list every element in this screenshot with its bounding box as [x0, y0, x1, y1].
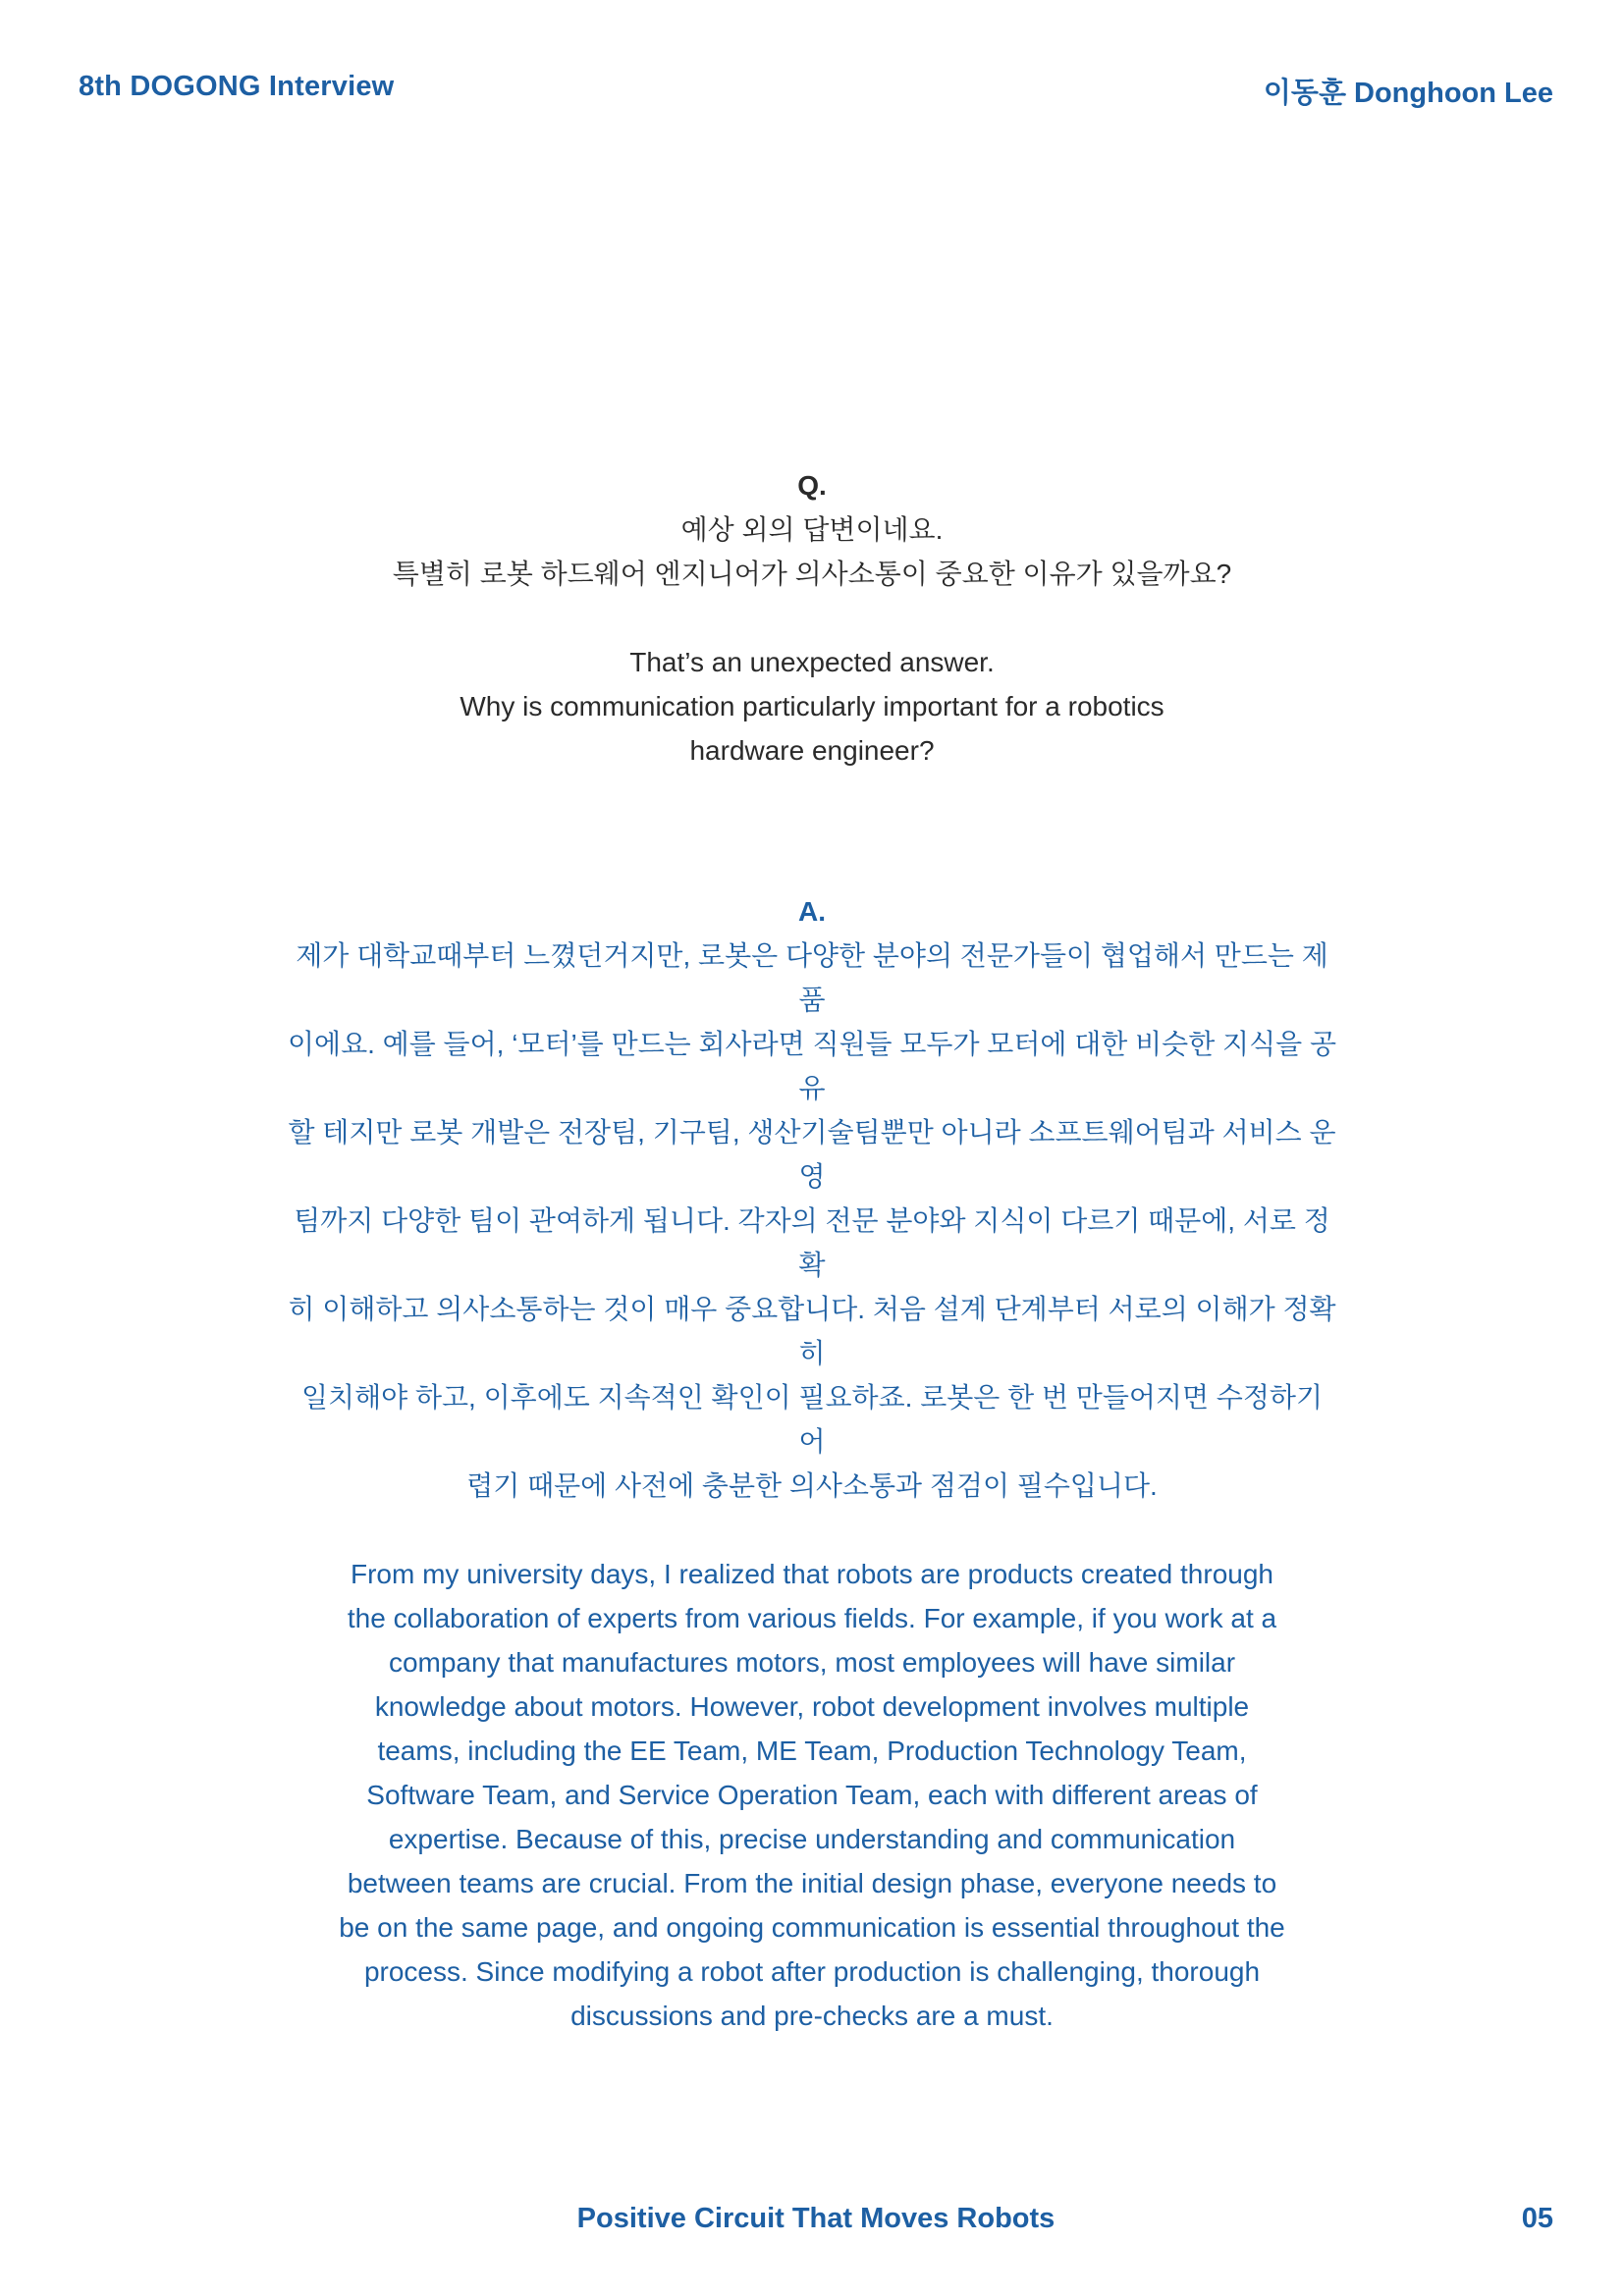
answer-korean-line: 할 테지만 로봇 개발은 전장팀, 기구팀, 생산기술팀뿐만 아니라 소프트웨어팀과 서비스 운영 — [288, 1117, 1336, 1192]
answer-korean-line: 이에요. 예를 들어, ‘모터’를 만드는 회사라면 직원들 모두가 모터에 대한 비슷한 지식을 공유 — [287, 1029, 1337, 1103]
answer-block — [285, 889, 1339, 2038]
paragraph-gap — [295, 596, 1329, 640]
answer-korean-line: 일치해야 하고, 이후에도 지속적인 확인이 필요하죠. 로봇은 한 번 만들어지면 수정하기 어 — [300, 1382, 1324, 1457]
answer-english-line: Software Team, and Service Operation Team, each with different areas of — [366, 1780, 1258, 1810]
answer-english-line: teams, including the EE Team, ME Team, Production Technology Team, — [377, 1735, 1247, 1766]
question-block — [295, 463, 1329, 773]
header-interview-title: 8th DOGONG Interview — [79, 71, 395, 102]
answer-english-line: knowledge about motors. However, robot development involves multiple — [374, 1691, 1250, 1722]
question-marker: Q. — [797, 470, 827, 501]
question-english-line: That’s an unexpected answer. — [629, 647, 995, 677]
paragraph-gap — [285, 1508, 1339, 1552]
answer-english-line: be on the same page, and ongoing communication is essential throughout the — [339, 1912, 1285, 1943]
answer-english-line: the collaboration of experts from various fields. For example, if you work at a — [347, 1603, 1277, 1633]
answer-korean-line: 제가 대학교때부터 느꼈던거지만, 로봇은 다양한 분야의 전문가들이 협업해서 만드는 제품 — [296, 940, 1328, 1015]
answer-korean-line: 히 이해하고 의사소통하는 것이 매우 중요합니다. 처음 설계 단계부터 서로의 이해가 정확히 — [288, 1294, 1336, 1368]
answer-english-line: expertise. Because of this, precise understanding and communication — [388, 1824, 1236, 1854]
answer-english-line: discussions and pre-checks are a must. — [570, 2001, 1054, 2031]
question-english-line: Why is communication particularly important for a robotics — [460, 691, 1164, 721]
answer-korean-line: 팀까지 다양한 팀이 관여하게 됩니다. 각자의 전문 분야와 지식이 다르기 때문에, 서로 정확 — [294, 1205, 1330, 1280]
question-english-line: hardware engineer? — [689, 735, 935, 766]
answer-marker: A. — [798, 896, 826, 927]
header-interviewee-name: 이동훈 Donghoon Lee — [1263, 78, 1553, 109]
footer-title: Positive Circuit That Moves Robots — [576, 2203, 1056, 2234]
answer-english-line: From my university days, I realized that robots are products created through — [351, 1559, 1273, 1589]
answer-english-line: process. Since modifying a robot after production is challenging, thorough — [363, 1956, 1261, 1987]
page-number: 05 — [1521, 2203, 1553, 2234]
answer-korean-line: 렵기 때문에 사전에 충분한 의사소통과 점검이 필수입니다. — [466, 1470, 1158, 1501]
answer-english-line: company that manufactures motors, most employees will have similar — [388, 1647, 1236, 1678]
question-korean-line: 특별히 로봇 하드웨어 엔지니어가 의사소통이 중요한 이유가 있을까요? — [392, 559, 1232, 589]
question-korean-line: 예상 외의 답변이네요. — [680, 514, 944, 545]
answer-english-line: between teams are crucial. From the initial design phase, everyone needs to — [347, 1868, 1277, 1898]
